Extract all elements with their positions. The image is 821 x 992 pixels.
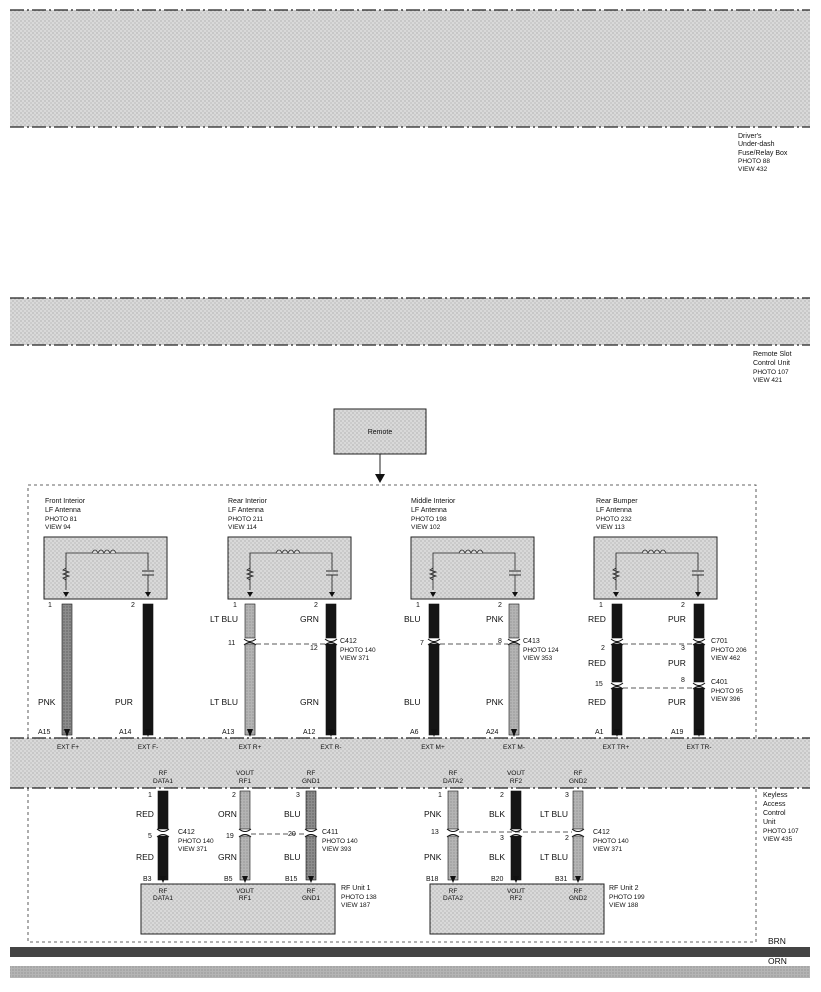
wire-color-label: BLU (404, 614, 421, 624)
connector-view: VIEW 371 (178, 846, 208, 853)
fuse-box-photo: PHOTO 88 (738, 158, 771, 165)
antenna-box-frame (411, 537, 534, 599)
wire-segment (448, 836, 458, 880)
wire-segment (429, 604, 439, 638)
ecu-terminal: EXT F- (137, 744, 159, 751)
connector-name: C412 (593, 829, 610, 836)
connector-photo: PHOTO 206 (711, 647, 747, 654)
rf-unit-1-photo: PHOTO 138 (341, 894, 377, 901)
rf-unit-2-photo: PHOTO 199 (609, 894, 645, 901)
pin-label: 2 (601, 645, 605, 652)
pin-label: 2 (314, 602, 318, 609)
wire-color-label: RED (588, 614, 606, 624)
pin-label: 1 (416, 602, 420, 609)
wire-color-label: RED (588, 658, 606, 668)
remote-slot-photo: PHOTO 107 (753, 369, 789, 376)
wire-segment (573, 836, 583, 880)
rf-unit-terminal: VOUT (235, 888, 255, 895)
ecu-pin-id: A6 (410, 729, 419, 736)
connector-break (305, 829, 317, 832)
ecu-terminal: EXT M+ (421, 744, 445, 751)
pin-label: 2 (232, 792, 236, 799)
wire-segment (612, 644, 622, 682)
wire-segment (694, 688, 704, 735)
connector-photo: PHOTO 140 (593, 838, 629, 845)
rf-unit-terminal: RF2 (509, 895, 523, 902)
wire-color-label: BLK (489, 852, 506, 862)
antenna-box-frame (228, 537, 351, 599)
antenna-bumper-photo: PHOTO 232 (596, 516, 632, 523)
wire-color-label: PNK (424, 852, 442, 862)
ecu-pin-id: A13 (222, 729, 235, 736)
antenna-bumper-name: Rear Bumper (596, 498, 638, 505)
antenna-box (228, 537, 351, 599)
wire-segment (448, 791, 458, 829)
wire-segment (326, 604, 336, 638)
ecu-terminal: DATA1 (153, 778, 173, 785)
wire-color-label: ORN (218, 809, 237, 819)
wire-segment (509, 604, 519, 638)
ecu-pin-id: A12 (303, 729, 316, 736)
keyless-photo: PHOTO 107 (763, 828, 799, 835)
wire-color-label: LT BLU (210, 614, 239, 624)
antenna-rear-type: LF Antenna (228, 507, 264, 514)
rf-unit-terminal: RF (306, 888, 316, 895)
ecu-terminal: GND1 (301, 778, 321, 785)
pin-label: 1 (233, 602, 237, 609)
wire-segment (511, 791, 521, 829)
wire-color-label: PNK (38, 697, 56, 707)
wire-segment (245, 604, 255, 638)
connector-break (510, 829, 522, 832)
antenna-middle-type: LF Antenna (411, 507, 447, 514)
connector-c412-c (593, 829, 629, 853)
wire-color-label: RED (136, 809, 154, 819)
bottom-bus (10, 947, 810, 978)
connector-view: VIEW 371 (593, 846, 623, 853)
ecu-terminal: EXT TR+ (602, 744, 630, 751)
rf-pin-id: B20 (491, 876, 504, 883)
wire-color-label: PUR (668, 697, 686, 707)
connector-name: C413 (523, 638, 540, 645)
antenna-rear-photo: PHOTO 211 (228, 516, 264, 523)
antenna-front-view: VIEW 94 (45, 524, 71, 531)
ecu-terminal: EXT R- (320, 744, 342, 751)
wire-segment (694, 644, 704, 682)
ecu-pin-ids (38, 729, 684, 736)
connector-break (325, 639, 337, 642)
remote-box-label: Remote (367, 429, 393, 436)
ecu-pin-id: A14 (119, 729, 132, 736)
connector-photo: PHOTO 140 (322, 838, 358, 845)
fuse-relay-box (10, 10, 810, 127)
rf-unit-terminal: RF (573, 888, 583, 895)
antenna-front-type: LF Antenna (45, 507, 81, 514)
rf-unit-2-view: VIEW 188 (609, 902, 639, 909)
wire-segment (306, 791, 316, 829)
pin-label: 11 (228, 640, 236, 647)
ecu-pin-id: A1 (595, 729, 604, 736)
rf-pin-id: B3 (143, 876, 152, 883)
pin-label: 15 (595, 681, 603, 688)
antenna-label-middle (411, 498, 456, 531)
wire-segment (158, 791, 168, 829)
wire-segment (143, 604, 153, 735)
keyless-view: VIEW 435 (763, 836, 793, 843)
connector-c401 (711, 679, 743, 703)
pin-label: 5 (148, 833, 152, 840)
wire-segment (694, 604, 704, 638)
wire-segment (245, 644, 255, 735)
wire-color-label: LT BLU (540, 852, 569, 862)
pin-label: 2 (681, 602, 685, 609)
antenna-rear-view: VIEW 114 (228, 524, 257, 531)
connector-view: VIEW 462 (711, 655, 741, 662)
ecu-terminal: EXT F+ (56, 744, 80, 751)
pin-label: 12 (310, 645, 318, 652)
wire-color-label: BLU (284, 809, 301, 819)
pin-label: 8 (681, 677, 685, 684)
wire-color-label: PNK (486, 697, 504, 707)
ecu-terminal: RF1 (238, 778, 252, 785)
rf-unit-1 (141, 884, 335, 934)
antenna-boxes (44, 537, 717, 599)
rf-pin-id: B18 (426, 876, 439, 883)
wire-segment (240, 791, 250, 829)
pin-label: 3 (681, 645, 685, 652)
ecu-terminal: VOUT (506, 770, 526, 777)
ecu-terminal: GND2 (568, 778, 588, 785)
ecu-pin-id: A19 (671, 729, 684, 736)
connector-break (428, 639, 440, 642)
antenna-bumper-type: LF Antenna (596, 507, 632, 514)
rf-unit-1-view: VIEW 187 (341, 902, 371, 909)
keyless-label-4: Unit (763, 819, 776, 826)
ecu-pin-id: A24 (486, 729, 499, 736)
wire-color-label: BLK (489, 809, 506, 819)
antenna-box-frame (594, 537, 717, 599)
rf-unit-2-name: RF Unit 2 (609, 885, 639, 892)
rf-pin-id: B5 (224, 876, 233, 883)
remote-slot-label-1: Remote Slot (753, 351, 792, 358)
pin-label: 8 (498, 638, 502, 645)
bus-label-brn: BRN (768, 936, 786, 946)
ecu-terminal: EXT R+ (238, 744, 262, 751)
wire-color-label: PUR (668, 658, 686, 668)
wire-color-label: PUR (668, 614, 686, 624)
wire-color-label: PNK (486, 614, 504, 624)
wire-color-label: BLU (284, 852, 301, 862)
rf-unit-2 (430, 884, 604, 934)
rf-pin-ids (143, 876, 568, 883)
fuse-box-view: VIEW 432 (738, 166, 768, 173)
connector-name: C401 (711, 679, 728, 686)
rf-unit-1-name: RF Unit 1 (341, 885, 371, 892)
antenna-box (594, 537, 717, 599)
pin-label: 1 (438, 792, 442, 799)
connector-photo: PHOTO 95 (711, 688, 744, 695)
ecu-terminal: RF (306, 770, 316, 777)
connector-photo: PHOTO 140 (178, 838, 214, 845)
pin-label: 3 (500, 835, 504, 842)
wire-segment (240, 836, 250, 880)
lower-wires (157, 791, 584, 883)
connector-photo: PHOTO 140 (340, 647, 376, 654)
wire-segment (612, 688, 622, 735)
pin-label: 3 (296, 792, 300, 799)
wire-color-label: GRN (218, 852, 237, 862)
antenna-box (44, 537, 167, 599)
connector-break (572, 829, 584, 832)
antenna-middle-name: Middle Interior (411, 498, 456, 505)
pin-label: 20 (288, 831, 296, 838)
pin-label: 7 (420, 640, 424, 647)
pin-label: 2 (565, 835, 569, 842)
wire-segment (511, 836, 521, 880)
connector-break (157, 829, 169, 832)
keyless-label-3: Control (763, 810, 786, 817)
fuse-box-label-3: Fuse/Relay Box (738, 150, 788, 157)
wire-segment (326, 644, 336, 735)
connector-break (611, 683, 623, 686)
pin-label: 2 (498, 602, 502, 609)
wire-color-label: LT BLU (540, 809, 569, 819)
antenna-middle-photo: PHOTO 198 (411, 516, 447, 523)
pin-label: 2 (131, 602, 135, 609)
antenna-label-bumper (596, 498, 638, 531)
wire-segment (612, 604, 622, 638)
remote-slot-view: VIEW 421 (753, 377, 783, 384)
wire-color-label: GRN (300, 614, 319, 624)
keyless-label-2: Access (763, 801, 786, 808)
connector-photo: PHOTO 124 (523, 647, 559, 654)
pin-label: 13 (431, 829, 439, 836)
remote-slot-label-2: Control Unit (753, 360, 790, 367)
connector-break (693, 639, 705, 642)
connector-break (244, 639, 256, 642)
rf-unit-terminal: RF (448, 888, 458, 895)
antenna-label-front (45, 498, 86, 531)
wire-segment (62, 604, 72, 735)
pin-label: 19 (226, 833, 234, 840)
arrow-down-icon (375, 474, 385, 483)
rf-pin-id: B15 (285, 876, 298, 883)
connector-break (239, 829, 251, 832)
pin-label: 1 (148, 792, 152, 799)
fuse-box-label-1: Driver's (738, 133, 762, 140)
connector-view: VIEW 393 (322, 846, 352, 853)
pin-label: 1 (48, 602, 52, 609)
wire-color-label: RED (588, 697, 606, 707)
antenna-label-rear (228, 498, 268, 531)
ecu-terminal: VOUT (235, 770, 255, 777)
bus-label-orn: ORN (768, 956, 787, 966)
antenna-middle-view: VIEW 102 (411, 524, 441, 531)
remote-slot-control-unit (10, 298, 810, 345)
pin-label: 1 (599, 602, 603, 609)
rf-unit-terminal: GND2 (568, 895, 588, 902)
wire-color-label: PNK (424, 809, 442, 819)
rf-unit-terminal: RF1 (238, 895, 252, 902)
connector-c411 (322, 829, 358, 853)
pin-label: 3 (565, 792, 569, 799)
connector-c701 (711, 638, 747, 662)
ecu-terminal: RF2 (509, 778, 523, 785)
wire-segment (509, 644, 519, 735)
wire-color-label: GRN (300, 697, 319, 707)
connector-name: C412 (178, 829, 195, 836)
rf-unit-terminal: VOUT (506, 888, 526, 895)
wire-segment (573, 791, 583, 829)
ecu-terminal: RF (573, 770, 583, 777)
antenna-box (411, 537, 534, 599)
connector-break (693, 683, 705, 686)
ecu-terminal: EXT M- (503, 744, 525, 751)
wire-color-label: BLU (404, 697, 421, 707)
keyless-label (763, 792, 799, 843)
connector-break (447, 829, 459, 832)
wire-segment (158, 836, 168, 880)
rf-pin-id: B31 (555, 876, 568, 883)
lower-pin-numbers (148, 792, 569, 842)
wire-segment (306, 836, 316, 880)
keyless-label-1: Keyless (763, 792, 788, 799)
connector-name: C411 (322, 829, 339, 836)
connector-view: VIEW 371 (340, 655, 370, 662)
ecu-terminal: RF (158, 770, 168, 777)
connector-c413 (523, 638, 559, 662)
rf-unit-terminal: DATA2 (443, 895, 463, 902)
antenna-front-photo: PHOTO 81 (45, 516, 78, 523)
ecu-terminal: DATA2 (443, 778, 463, 785)
wire-color-label: LT BLU (210, 697, 239, 707)
connector-view: VIEW 353 (523, 655, 553, 662)
antenna-bumper-view: VIEW 113 (596, 524, 625, 531)
rf-unit-terminal: GND1 (301, 895, 321, 902)
connector-c412-a (340, 638, 376, 662)
connector-break (611, 639, 623, 642)
antenna-rear-name: Rear Interior (228, 498, 267, 505)
wire-color-label: PUR (115, 697, 133, 707)
fuse-box-label-2: Under-dash (738, 141, 775, 148)
ecu-terminal: EXT TR- (686, 744, 712, 751)
antenna-box-frame (44, 537, 167, 599)
connector-break (508, 639, 520, 642)
connector-view: VIEW 396 (711, 696, 741, 703)
rf-unit-terminal: RF (158, 888, 168, 895)
ecu-pin-id: A15 (38, 729, 51, 736)
connector-name: C412 (340, 638, 357, 645)
connector-name: C701 (711, 638, 728, 645)
upper-wires (62, 604, 705, 737)
connector-c412-b (178, 829, 214, 853)
wire-color-label: RED (136, 852, 154, 862)
rf-unit-terminal: DATA1 (153, 895, 173, 902)
wire-segment (429, 644, 439, 735)
pin-label: 2 (500, 792, 504, 799)
ecu-terminal: RF (448, 770, 458, 777)
antenna-front-name: Front Interior (45, 498, 86, 505)
remote-box (334, 409, 426, 483)
